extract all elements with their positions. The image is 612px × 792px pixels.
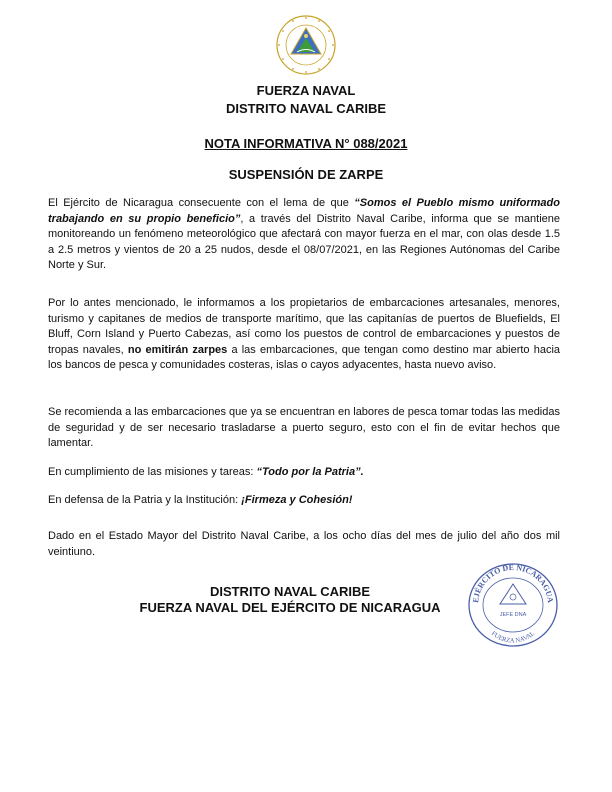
paragraph-2 <box>48 296 560 374</box>
svg-text:FUERZA NAVAL: FUERZA NAVAL <box>489 630 537 645</box>
nicaragua-coat-of-arms-icon <box>275 14 337 76</box>
official-stamp-icon <box>466 562 560 648</box>
subject-title: SUSPENSIÓN DE ZARPE <box>228 167 384 182</box>
svg-text:EJÉRCITO DE NICARAGUA: EJÉRCITO DE NICARAGUA <box>471 562 555 604</box>
p1-text-a: El Ejército de Nicaragua consecuente con el lema de que <box>48 197 355 209</box>
svg-text:JEFE DNA: JEFE DNA <box>499 612 527 618</box>
p6-text: Dado en el Estado Mayor del Distrito Naval Caribe, a los ocho días del mes de julio del año dos mil veintiuno. <box>48 530 560 558</box>
paragraph-3 <box>48 405 560 452</box>
p2-text-c: a las embarcaciones, que tengan como destino mar abierto hacia los bancos de pesca y comunidades costeras, islas o cayos adyacentes, hasta nuevo aviso. <box>48 343 561 371</box>
org-title: FUERZA NAVAL <box>256 83 356 98</box>
motto-firmeza: ¡Firmeza y Cohesión! <box>241 494 353 506</box>
paragraph-5 <box>48 493 560 509</box>
no-departures-emphasis: no emitirán zarpes <box>127 343 228 356</box>
paragraph-6 <box>48 529 560 560</box>
note-number: NOTA INFORMATIVA N° 088/2021 <box>204 136 408 151</box>
signature-line-1: DISTRITO NAVAL CARIBE <box>209 584 371 599</box>
p1-text-c: , a través del Distrito Naval Caribe, informa que se mantiene monitoreando un fenómeno meteorológico que afectará con mayor fuerza en el mar, con olas desde 1.5 a 2.5 metros y vientos de 20 a 25 nudos, desde el 08/07/2021, en las Regiones Autónomas del Caribe Norte y Sur. <box>48 212 560 271</box>
p4-text-a: En cumplimiento de las misiones y tareas: <box>48 466 257 478</box>
p2-text-a: Por lo antes mencionado, le informamos a los propietarios de embarcaciones artesanales, menores, turismo y capitanes de medios de transporte marítimo, que las capitanías de puertos de Bluefields, El Bluff, Corn Island y Puerto Cabezas, así como los puestos de control de embarcaciones y puestos de tropas navales, <box>48 297 560 356</box>
paragraph-1 <box>48 196 560 274</box>
motto-quote: “Somos el Pueblo mismo uniformado trabajando en su propio beneficio” <box>48 197 560 225</box>
signature-line-2: FUERZA NAVAL DEL EJÉRCITO DE NICARAGUA <box>139 600 441 615</box>
paragraph-4 <box>48 465 560 481</box>
district-title: DISTRITO NAVAL CARIBE <box>225 101 387 116</box>
motto-patria: “Todo por la Patria”. <box>256 466 364 478</box>
p5-text-a: En defensa de la Patria y la Institución: <box>48 494 242 506</box>
p3-text: Se recomienda a las embarcaciones que ya se encuentran en labores de pesca tomar todas las medidas de seguridad y de ser necesario trasladarse a puerto seguro, esto con el fin de evitar hechos que lamentar. <box>48 406 560 449</box>
